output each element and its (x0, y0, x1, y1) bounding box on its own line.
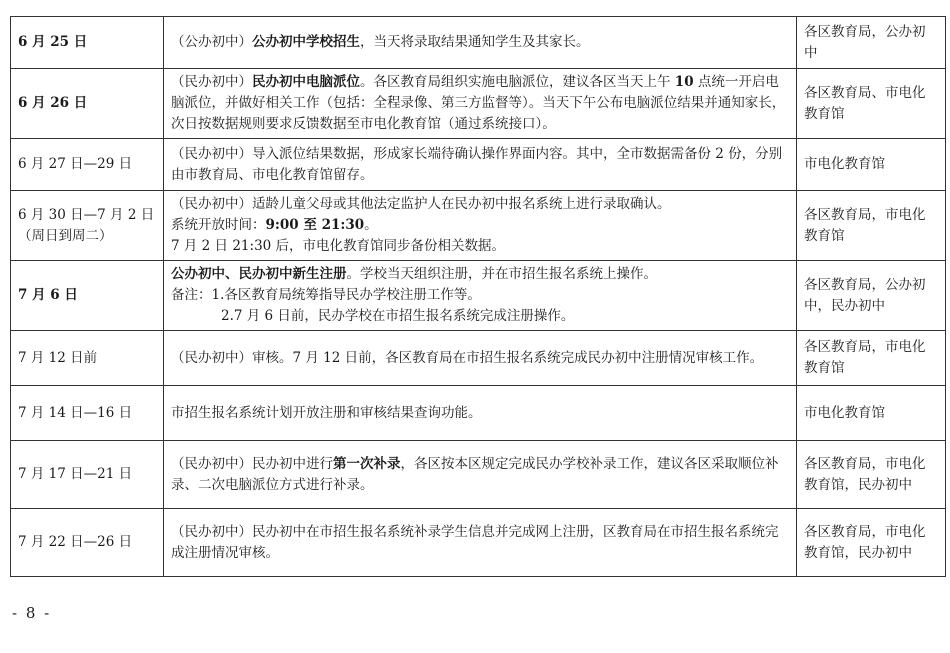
content-text: ，各区按本区规定完成民办学校补录工作，建议各区采取顺位补录、二次电脑派位方式进行补录。 (171, 455, 779, 493)
content-cell (164, 191, 797, 261)
content-cell (164, 509, 797, 577)
table-row (11, 69, 946, 139)
content-text: （公办初中） (171, 34, 252, 50)
date-text: 6 月 27 日—29 日 (18, 156, 133, 172)
content-text: 第一次补录 (333, 455, 401, 472)
content-text: 7 月 2 日 21:30 后，市电化教育馆同步备份相关数据。 (171, 238, 506, 254)
content-text: （民办初中）审核。7 月 12 日前，各区教育局在市招生报名系统完成民办初中注册情况审核工作。 (171, 349, 764, 366)
responsible-text: 各区教育局，公办初中，民办初中 (804, 276, 926, 314)
date-cell (11, 509, 164, 577)
content-text: 民办初中电脑派位 (252, 74, 360, 90)
content-text: （民办初中）导入派位结果数据，形成家长端待确认操作界面内容。其中，全市数据需备份 2 份，分别由市教育局、市电化教育馆留存。 (171, 145, 783, 183)
date-text: （周日到周二） (18, 227, 113, 244)
date-cell (11, 69, 164, 139)
date-text: 7 月 22 日—26 日 (18, 534, 133, 550)
content-text: 点统一开启电脑派位，并做好相关工作（包括：全程录像、第三方监督等）。当天下午公布电脑派位结果并通知家长，次日按数据规则要求反馈数据至市电化教育馆（通过系统接口）。 (171, 74, 786, 132)
responsible-cell (797, 331, 946, 386)
table-row (11, 139, 946, 191)
table-row (11, 331, 946, 386)
content-text: （民办初中） (171, 74, 252, 90)
content-text: 10 (674, 74, 694, 90)
content-text: 。各区教育局组织实施电脑派位，建议各区当天上午 (360, 74, 675, 90)
responsible-cell (797, 261, 946, 331)
content-text: 公办初中学校招生 (252, 34, 360, 50)
date-text: 6 月 26 日 (18, 95, 88, 111)
responsible-text: 各区教育局，市电化教育馆 (804, 339, 926, 376)
table-row (11, 386, 946, 441)
responsible-text: 市电化教育馆 (804, 156, 885, 172)
date-cell (11, 139, 164, 191)
responsible-text: 各区教育局、市电化教育馆 (804, 84, 926, 122)
date-cell (11, 191, 164, 261)
content-text: （民办初中）民办初中进行 (171, 455, 333, 472)
content-text: 。 (364, 217, 378, 233)
responsible-cell (797, 191, 946, 261)
date-cell (11, 386, 164, 441)
responsible-cell (797, 386, 946, 441)
responsible-cell (797, 17, 946, 69)
content-cell (164, 69, 797, 139)
content-text: ，当天将录取结果通知学生及其家长。 (360, 34, 590, 50)
content-text: （民办初中）民办初中在市招生报名系统补录学生信息并完成网上注册，区教育局在市招生报名系统完成注册情况审核。 (171, 523, 779, 561)
date-text: 6 月 25 日 (18, 34, 88, 50)
date-cell (11, 331, 164, 386)
content-text: 。学校当天组织注册，并在市招生报名系统上操作。 (346, 266, 657, 282)
content-cell (164, 331, 797, 386)
content-text: （民办初中）适龄儿童父母或其他法定监护人在民办初中报名系统上进行录取确认。 (171, 196, 671, 212)
date-text: 7 月 6 日 (18, 287, 78, 303)
content-text: 9:00 至 21:30 (265, 217, 365, 233)
responsible-cell (797, 509, 946, 577)
content-text: 2.7 月 6 日前，民办学校在市招生报名系统完成注册操作。 (221, 308, 575, 324)
date-text: 7 月 17 日—21 日 (18, 466, 133, 482)
date-cell (11, 17, 164, 69)
page-number: - 8 - (12, 604, 52, 622)
content-cell (164, 139, 797, 191)
content-cell (164, 17, 797, 69)
responsible-text: 市电化教育馆 (804, 404, 885, 421)
date-text: 6 月 30 日—7 月 2 日 (18, 206, 155, 223)
responsible-text: 各区教育局，市电化教育馆，民办初中 (804, 455, 926, 493)
content-text: 系统开放时间： (171, 217, 266, 233)
content-text: 备注：1.各区教育局统筹指导民办学校注册工作等。 (171, 287, 481, 303)
responsible-cell (797, 69, 946, 139)
table-row (11, 441, 946, 509)
table-row (11, 191, 946, 261)
responsible-text: 各区教育局，市电化教育馆，民办初中 (804, 523, 926, 561)
responsible-cell (797, 441, 946, 509)
date-cell (11, 441, 164, 509)
content-cell (164, 261, 797, 331)
table-row (11, 261, 946, 331)
table-row (11, 17, 946, 69)
content-cell (164, 441, 797, 509)
content-text: 市招生报名系统计划开放注册和审核结果查询功能。 (171, 404, 482, 421)
date-cell (11, 261, 164, 331)
content-cell (164, 386, 797, 441)
table-row (11, 509, 946, 577)
responsible-text: 各区教育局，市电化教育馆 (804, 206, 926, 244)
schedule-table (10, 16, 946, 577)
date-text: 7 月 14 日—16 日 (18, 404, 133, 421)
responsible-text: 各区教育局，公办初中 (804, 23, 926, 61)
responsible-cell (797, 139, 946, 191)
schedule-body (11, 17, 946, 577)
content-text: 公办初中、民办初中新生注册 (171, 266, 347, 282)
date-text: 7 月 12 日前 (18, 349, 98, 366)
